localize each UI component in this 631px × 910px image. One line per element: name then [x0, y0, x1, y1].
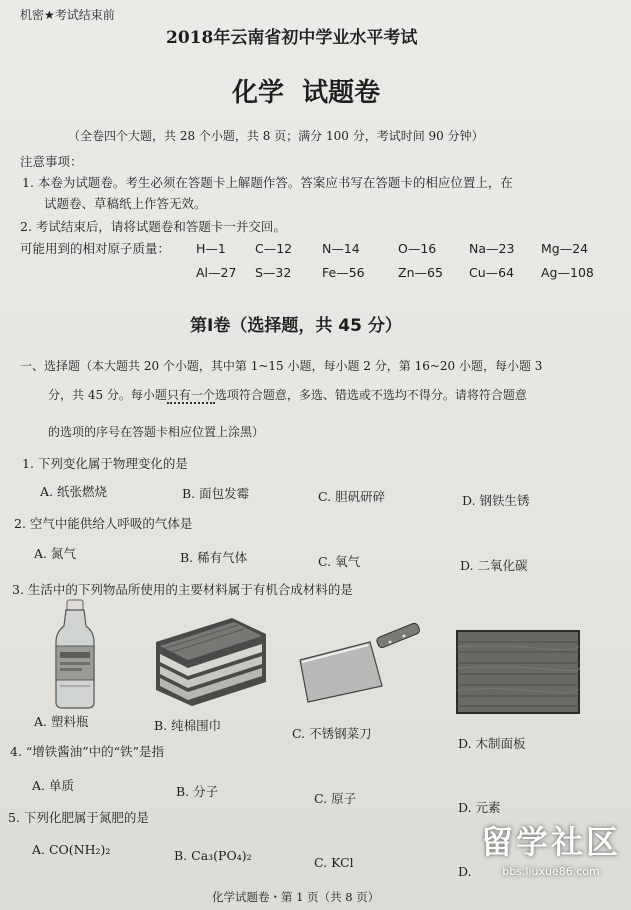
question-1-option-b: B. 面包发霉 — [182, 486, 250, 501]
kitchen-knife-image — [292, 620, 426, 706]
atomic-mass-item: Fe—56 — [322, 265, 365, 280]
question-1-option-c: C. 胆矾研碎 — [318, 489, 386, 504]
section-intro-1: 一、选择题（本大题共 20 个小题，其中第 1~15 小题，每小题 2 分，第 16~20 小题，每小题 3 — [20, 359, 543, 373]
question-3-option-d: D. 木制面板 — [458, 736, 526, 751]
question-5-option-d: D. — [458, 864, 472, 879]
atomic-mass-item: O—16 — [398, 241, 437, 256]
exam-info: （全卷四个大题，共 28 个小题，共 8 页；满分 100 分，考试时间 90 分钟） — [68, 129, 484, 143]
note-1-line1: 1. 本卷为试题卷。考生必须在答题卡上解题作答。答案应书写在答题卡的相应位置上，在 — [22, 175, 513, 190]
watermark-url: bbs.liuxue86.com — [502, 865, 600, 878]
question-2-stem: 2. 空气中能供给人呼吸的气体是 — [14, 516, 193, 531]
atomic-mass-label: 可能用到的相对原子质量： — [20, 241, 171, 256]
intro-text: 分，共 45 分。每小题 — [48, 388, 167, 402]
atomic-mass-item: Mg—24 — [541, 241, 589, 256]
note-1-line2: 试题卷、草稿纸上作答无效。 — [44, 196, 207, 211]
cotton-scarf-image — [152, 612, 270, 708]
notes-heading: 注意事项： — [20, 154, 83, 169]
question-1-stem: 1. 下列变化属于物理变化的是 — [22, 456, 188, 471]
question-5-option-a: A. CO(NH₂)₂ — [32, 842, 111, 857]
atomic-mass-item: H—1 — [196, 241, 226, 256]
question-3-option-a: A. 塑料瓶 — [34, 714, 89, 729]
atomic-mass-item: Al—27 — [196, 265, 237, 280]
secret-label: 机密★考试结束前 — [20, 8, 115, 22]
question-5-stem: 5. 下列化肥属于氮肥的是 — [8, 810, 149, 825]
question-3-option-c: C. 不锈钢菜刀 — [292, 726, 372, 741]
question-4-option-a: A. 单质 — [32, 778, 74, 793]
atomic-mass-item: Na—23 — [469, 241, 515, 256]
question-4-option-c: C. 原子 — [314, 791, 357, 806]
section-title: 第Ⅰ卷（选择题，共 45 分） — [190, 316, 402, 336]
intro-text: 选项符合题意，多选、错选或不选均不得分。请将符合题意 — [214, 388, 527, 402]
watermark-name: 留学社区 — [480, 823, 621, 861]
subject-title: 化学 试题卷 — [232, 78, 381, 108]
question-1-option-a: A. 纸张燃烧 — [40, 484, 107, 499]
question-2-option-c: C. 氧气 — [318, 554, 361, 569]
section-intro-3: 的选项的序号在答题卡相应位置上涂黑） — [48, 425, 265, 439]
atomic-mass-item: S—32 — [255, 265, 292, 280]
plastic-bottle-image — [48, 598, 102, 710]
section-intro-2 — [48, 389, 527, 401]
question-2-option-d: D. 二氧化碳 — [460, 558, 528, 573]
question-2-option-a: A. 氮气 — [34, 546, 76, 561]
question-3-option-b: B. 纯棉围巾 — [154, 718, 222, 733]
question-5-option-b: B. Ca₃(PO₄)₂ — [174, 848, 252, 863]
question-2-option-b: B. 稀有气体 — [180, 550, 248, 565]
exam-title: 2018年云南省初中学业水平考试 — [166, 28, 418, 48]
atomic-mass-item: Cu—64 — [469, 265, 515, 280]
question-4-stem: 4. “增铁酱油”中的“铁”是指 — [10, 744, 164, 759]
atomic-mass-item: Zn—65 — [398, 265, 443, 280]
atomic-mass-item: N—14 — [322, 241, 360, 256]
question-3-stem: 3. 生活中的下列物品所使用的主要材料属于有机合成材料的是 — [12, 582, 353, 597]
question-1-option-d: D. 钢铁生锈 — [462, 493, 530, 508]
question-4-option-d: D. 元素 — [458, 800, 501, 815]
atomic-mass-item: C—12 — [255, 241, 293, 256]
note-2: 2. 考试结束后，请将试题卷和答题卡一并交回。 — [20, 219, 286, 234]
site-watermark — [481, 817, 621, 878]
wooden-board-image — [456, 630, 580, 714]
question-5-option-c: C. KCl — [314, 855, 354, 870]
atomic-mass-item: Ag—108 — [541, 265, 594, 280]
page-footer: 化学试题卷・第 1 页（共 8 页） — [212, 890, 380, 904]
question-4-option-b: B. 分子 — [176, 784, 219, 799]
intro-emphasis: 只有一个 — [166, 388, 215, 402]
